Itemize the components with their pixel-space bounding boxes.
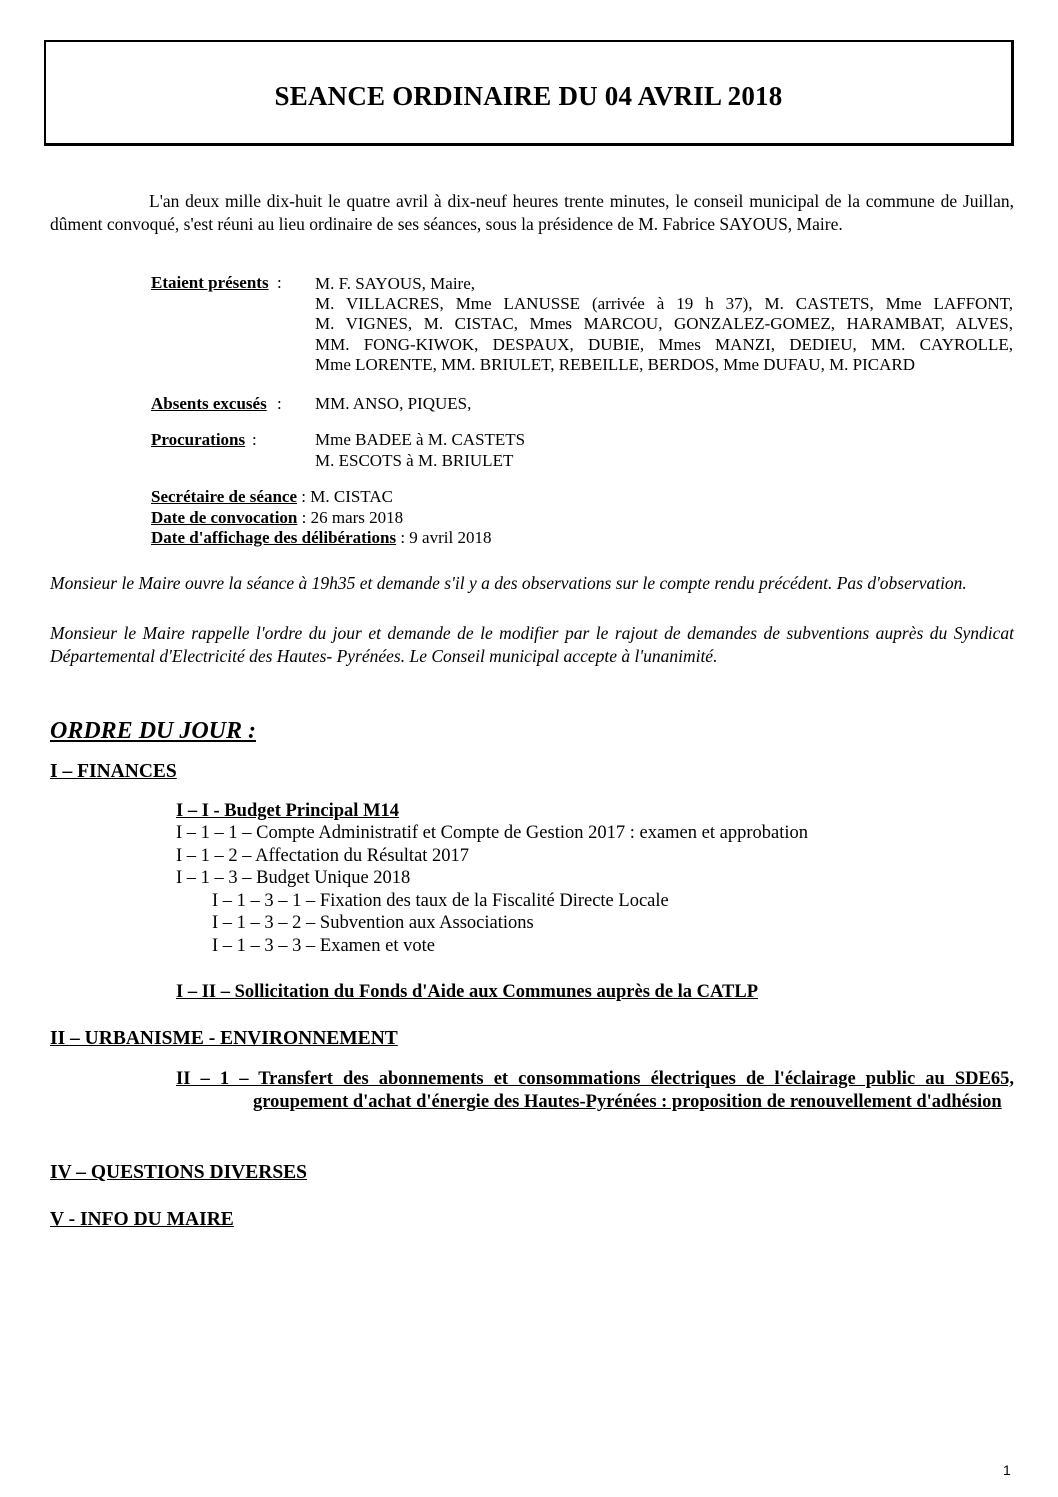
observation-paragraph: Monsieur le Maire ouvre la séance à 19h35 et demande s'il y a des observations sur le compte rendu précédent. Pas d'observation. bbox=[50, 573, 967, 593]
intro-paragraph: L'an deux mille dix-huit le quatre avril à dix-neuf heures trente minutes, le conseil municipal de la commune de Juillan, dûment convoqué, s'est réuni au lieu ordinaire de ses séances, sous la présidence de M. Fabrice SAYOUS, Maire. bbox=[50, 191, 1014, 234]
transfert-item-rest: groupement d'achat d'énergie des Hautes-Pyrénées : proposition de renouvellement d'adhésion bbox=[253, 1091, 1002, 1112]
convocation-value: : 26 mars 2018 bbox=[297, 508, 404, 527]
presents-line: Mme LORENTE, MM. BRIULET, REBEILLE, BERDOS, Mme DUFAU, M. PICARD bbox=[315, 355, 916, 374]
secretaire-line bbox=[151, 487, 393, 507]
section-questions: IV – QUESTIONS DIVERSES bbox=[50, 1162, 308, 1183]
presents-line: MM. FONG-KIWOK, DESPAUX, DUBIE, Mmes MANZI, DEDIEU, MM. CAYROLLE, bbox=[315, 335, 1013, 354]
agenda-subitem: I – 1 – 3 – 1 – Fixation des taux de la Fiscalité Directe Locale bbox=[212, 891, 669, 911]
presents-line: M. VILLACRES, Mme LANUSSE (arrivée à 19 h 37), M. CASTETS, Mme LAFFONT, bbox=[315, 294, 1013, 313]
presents-label: Etaient présents bbox=[151, 273, 269, 292]
affichage-label: Date d'affichage des délibérations bbox=[151, 528, 397, 547]
secretaire-label: Secrétaire de séance bbox=[151, 487, 298, 506]
procurations-separator: : bbox=[252, 430, 257, 449]
presents-line: M. F. SAYOUS, Maire, bbox=[315, 274, 476, 293]
observation-paragraph: Monsieur le Maire rappelle l'ordre du jour et demande de le modifier par le rajout de demandes de subventions auprès du Syndicat Départemental d'Electricité des Hautes- Pyrénées. Le Conseil municipal accepte à l'unanimité. bbox=[50, 623, 1014, 666]
section-finances: I – FINANCES bbox=[50, 761, 177, 782]
procuration-line: Mme BADEE à M. CASTETS bbox=[315, 430, 526, 449]
agenda-subitem: I – 1 – 3 – 3 – Examen et vote bbox=[212, 936, 435, 956]
secretaire-value: : M. CISTAC bbox=[297, 487, 393, 506]
fonds-aide-heading: I – II – Sollicitation du Fonds d'Aide aux Communes auprès de la CATLP bbox=[176, 982, 758, 1002]
agenda-heading: ORDRE DU JOUR : bbox=[50, 718, 257, 744]
absents-value: MM. ANSO, PIQUES, bbox=[315, 394, 472, 413]
convocation-line bbox=[151, 508, 403, 528]
absents-separator: : bbox=[277, 394, 282, 413]
presents-line: M. VIGNES, M. CISTAC, Mmes MARCOU, GONZALEZ-GOMEZ, HARAMBAT, ALVES, bbox=[315, 314, 1013, 333]
agenda-subitem: I – 1 – 3 – 2 – Subvention aux Associations bbox=[212, 913, 534, 933]
title-box bbox=[44, 40, 1014, 146]
page-number: 1 bbox=[1003, 1462, 1011, 1478]
budget-principal-heading: I – I - Budget Principal M14 bbox=[176, 801, 400, 821]
convocation-label: Date de convocation bbox=[151, 508, 298, 527]
affichage-line bbox=[151, 528, 491, 548]
section-info-maire: V - INFO DU MAIRE bbox=[50, 1209, 234, 1230]
agenda-item: I – 1 – 2 – Affectation du Résultat 2017 bbox=[176, 846, 470, 866]
transfert-item-line1: II – 1 – Transfert des abonnements et consommations électriques de l'éclairage public au SDE65, bbox=[176, 1069, 1014, 1089]
absents-label: Absents excusés bbox=[151, 394, 267, 413]
presents-separator: : bbox=[277, 273, 282, 292]
agenda-item: I – 1 – 3 – Budget Unique 2018 bbox=[176, 868, 411, 888]
transfert-item bbox=[176, 1068, 1014, 1113]
procuration-line: M. ESCOTS à M. BRIULET bbox=[315, 451, 514, 470]
page-title: SEANCE ORDINAIRE DU 04 AVRIL 2018 bbox=[274, 81, 783, 111]
section-urbanisme: II – URBANISME - ENVIRONNEMENT bbox=[50, 1028, 398, 1049]
affichage-value: : 9 avril 2018 bbox=[396, 528, 492, 547]
procurations-label: Procurations bbox=[151, 430, 246, 449]
agenda-item: I – 1 – 1 – Compte Administratif et Compte de Gestion 2017 : examen et approbation bbox=[176, 823, 808, 843]
